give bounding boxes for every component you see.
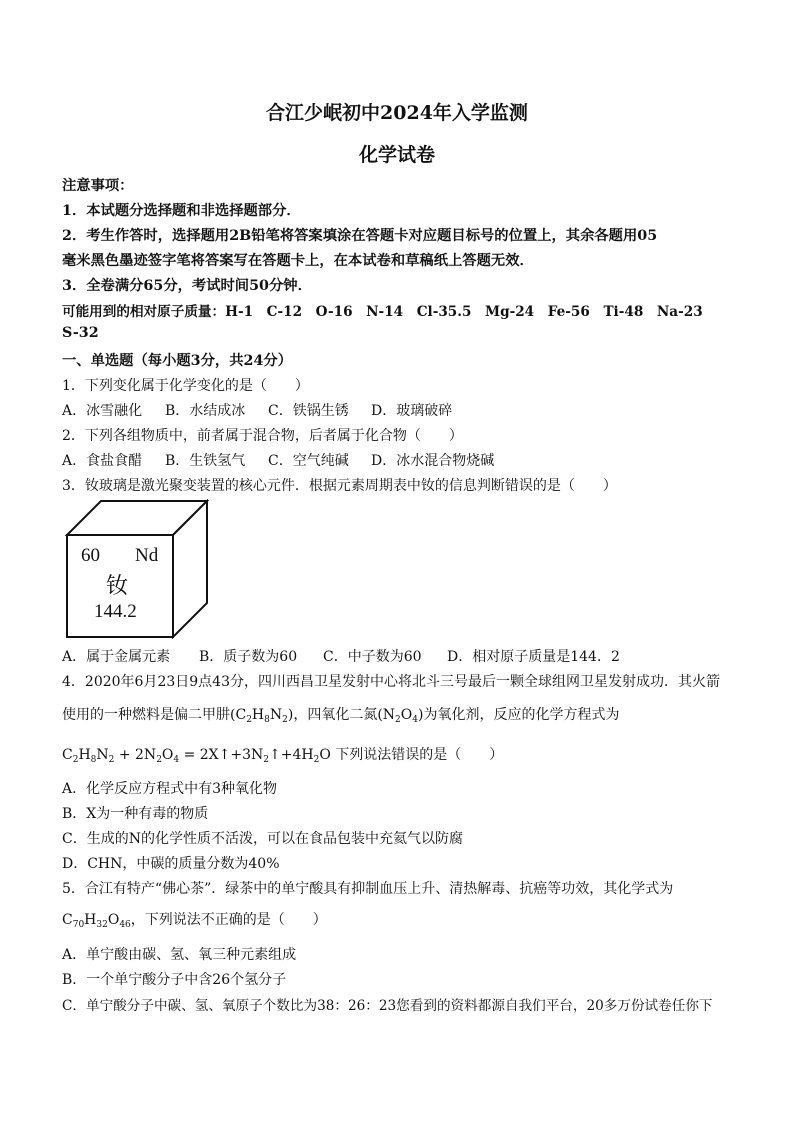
q3-options xyxy=(62,646,620,666)
element-cube-figure xyxy=(65,499,209,639)
note-2b: 毫米黑色墨迹签字笔将答案写在答题卡上，在本试卷和草稿纸上答题无效． xyxy=(62,253,534,269)
q1-option-a[interactable]: A．冰雪融化 xyxy=(62,403,143,419)
q4-option-b[interactable]: B．X为一种有毒的物质 xyxy=(62,806,209,822)
q5-line2 xyxy=(62,909,327,929)
exam-title: 合江少岷初中2024年入学监测 xyxy=(266,102,528,124)
exam-subtitle: 化学试卷 xyxy=(358,144,435,166)
element-card-neodymium xyxy=(65,499,209,639)
q1-option-c[interactable]: C．铁锅生锈 xyxy=(268,403,349,419)
q5-line1: 5．合江有特产“佛心茶”．绿茶中的单宁酸具有抑制血压上升、清热解毒、抗癌等功效，其化学式为 xyxy=(62,881,674,897)
q2-option-d[interactable]: D．冰水混合物烧碱 xyxy=(371,453,495,469)
q5-option-b[interactable]: B．一个单宁酸分子中含26个氢分子 xyxy=(62,972,287,988)
q4-text-equation-intro: 为氧化剂，反应的化学方程式为 xyxy=(423,707,620,723)
q4-line1: 4．2020年6月23日9点43分，四川西昌卫星发射中心将北斗三号最后一颗全球组网卫星发射成功．其火箭 xyxy=(62,674,720,690)
q4-option-d[interactable]: D．CHN，中碳的质量分数为40% xyxy=(62,856,280,872)
section-heading: 一、单选题（每小题3分，共24分） xyxy=(62,353,292,369)
q2-stem: 2．下列各组物质中，前者属于混合物，后者属于化合物（ ） xyxy=(62,428,463,444)
q3-option-b[interactable]: B．质子数为60 xyxy=(199,649,298,665)
q4-text-oxidizer: ，四氧化二氮 xyxy=(293,707,378,723)
q5-option-c[interactable]: C．单宁酸分子中碳、氢、氧原子个数比为38：26：23您看到的资料都源自我们平台，20多万份试卷任你下 xyxy=(62,998,713,1014)
q1-option-b[interactable]: B．水结成冰 xyxy=(165,403,246,419)
q5-question: ，下列说法不正确的是（ ） xyxy=(130,912,327,928)
atomic-masses-line2: S-32 xyxy=(62,325,99,341)
atomic-number: 60 xyxy=(81,545,100,566)
q4-question: 下列说法错误的是（ ） xyxy=(335,747,504,763)
formula-c70h32o46: $C_{70}H_{32}O_{46}$ xyxy=(62,912,131,930)
q2-option-a[interactable]: A．食盐食醋 xyxy=(62,453,143,469)
q3-option-a[interactable]: A．属于金属元素 xyxy=(62,649,171,665)
formula-n2o4: $(N_2O_4)$ xyxy=(377,707,424,725)
formula-c2h8n2: $(C_2H_8N_2)$ xyxy=(230,707,294,725)
q4-text-fuel: 使用的一种燃料是偏二甲肼 xyxy=(62,707,230,723)
atomic-mass: 144.2 xyxy=(94,601,137,622)
q1-stem: 1．下列变化属于化学变化的是（ ） xyxy=(62,378,309,394)
q4-option-a[interactable]: A．化学反应方程式中有3种氧化物 xyxy=(62,781,278,797)
q1-options xyxy=(62,400,452,420)
note-3: 3．全卷满分65分，考试时间50分钟． xyxy=(62,278,312,294)
q5-option-a[interactable]: A．单宁酸由碳、氢、氧三种元素组成 xyxy=(62,947,297,963)
q2-options xyxy=(62,450,494,470)
q4-line3 xyxy=(62,744,503,764)
q4-line2 xyxy=(62,704,619,724)
q2-option-c[interactable]: C．空气纯碱 xyxy=(268,453,349,469)
note-2a: 2．考生作答时，选择题用2B铅笔将答案填涂在答题卡对应题目标号的位置上，其余各题用05 xyxy=(62,228,658,244)
q3-option-d[interactable]: D．相对原子质量是144．2 xyxy=(447,649,620,665)
chemical-equation: $C_2H_8N_2 + 2N_2O_4$ = $2X↑+3N_2↑+4H_2O$ xyxy=(62,747,336,765)
q4-option-c[interactable]: C．生成的N的化学性质不活泼，可以在食品包装中充氦气以防腐 xyxy=(62,831,463,847)
q1-option-d[interactable]: D．玻璃破碎 xyxy=(371,403,453,419)
q3-option-c[interactable]: C．中子数为60 xyxy=(323,649,422,665)
note-1: 1．本试题分选择题和非选择题部分． xyxy=(62,203,301,219)
q3-stem: 3．钕玻璃是激光聚变装置的核心元件．根据元素周期表中钕的信息判断错误的是（ ） xyxy=(62,478,617,494)
notes-heading: 注意事项： xyxy=(62,178,134,194)
element-name: 钕 xyxy=(106,574,129,599)
q2-option-b[interactable]: B．生铁氢气 xyxy=(165,453,246,469)
atomic-masses-line1: 可能用到的相对原子质量：H-1 C-12 O-16 N-14 Cl-35.5 Mg-24 Fe-56 Ti-48 Na-23 xyxy=(62,304,703,320)
element-symbol: Nd xyxy=(135,545,159,566)
